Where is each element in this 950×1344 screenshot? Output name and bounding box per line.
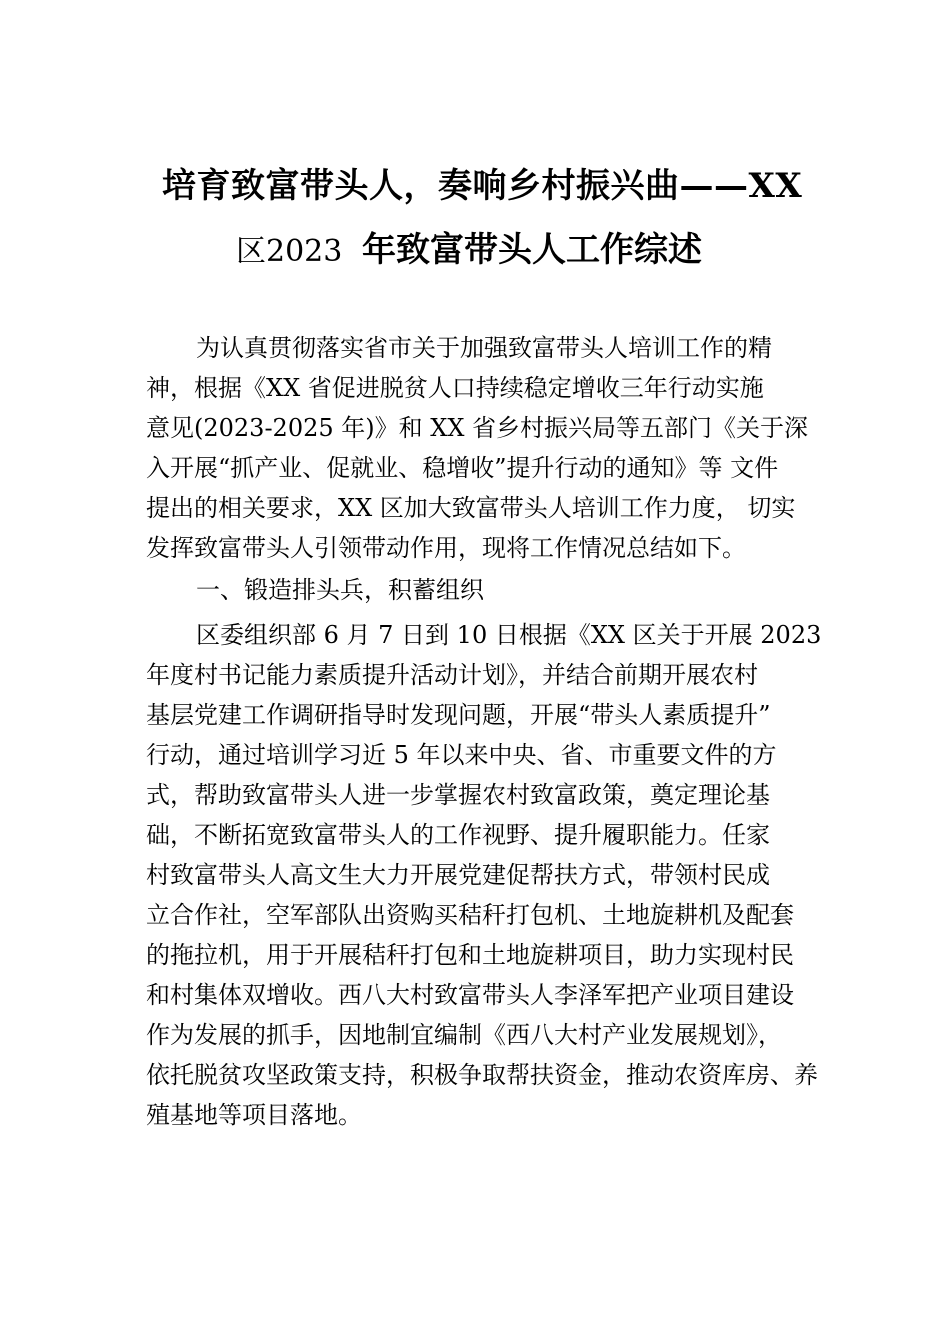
paragraph-line: 基层党建工作调研指导时发现问题，开展“带头人素质提升” — [146, 701, 771, 729]
paragraph-line: 提出的相关要求，XX 区加大致富带头人培训工作力度， 切实 — [146, 494, 796, 522]
paragraph-line: 行动，通过培训学习近 5 年以来中央、省、市重要文件的方 — [146, 741, 777, 769]
paragraph-line: 意见(2023-2025 年)》和 XX 省乡村振兴局等五部门《关于深 — [146, 414, 809, 442]
paragraph-line: 入开展“抓产业、促就业、稳增收”提升行动的通知》等 文件 — [146, 454, 779, 482]
document-title-line-2-main: 年致富带头人工作综述 — [362, 230, 702, 270]
paragraph-line: 和村集体双增收。西八大村致富带头人李泽军把产业项目建设 — [146, 981, 794, 1009]
paragraph-line: 发挥致富带头人引领带动作用，现将工作情况总结如下。 — [146, 534, 746, 562]
paragraph-line: 的拖拉机，用于开展秸秆打包和土地旋耕项目，助力实现村民 — [146, 941, 794, 969]
paragraph-line: 村致富带头人高文生大力开展党建促帮扶方式，带领村民成 — [146, 861, 770, 889]
paragraph-line: 作为发展的抓手，因地制宜编制《西八大村产业发展规划》， — [146, 1021, 782, 1049]
paragraph-line: 年度村书记能力素质提升活动计划》，并结合前期开展农村 — [146, 661, 758, 689]
paragraph-line: 为认真贯彻落实省市关于加强致富带头人培训工作的精 — [196, 334, 772, 362]
document-title-line-2-prefix: 区2023 — [236, 234, 343, 269]
paragraph-line: 区委组织部 6 月 7 日到 10 日根据《XX 区关于开展 2023 — [196, 621, 822, 649]
paragraph-line: 式，帮助致富带头人进一步掌握农村致富政策，奠定理论基 — [146, 781, 770, 809]
paragraph-line: 础，不断拓宽致富带头人的工作视野、提升履职能力。任家 — [146, 821, 770, 849]
paragraph-line: 神，根据《XX 省促进脱贫人口持续稳定增收三年行动实施 — [146, 374, 764, 402]
paragraph-line: 殖基地等项目落地。 — [146, 1101, 362, 1129]
document-title-line-1: 培育致富带头人，奏响乡村振兴曲——XX — [162, 166, 803, 206]
section-heading: 一、锻造排头兵，积蓄组织 — [196, 576, 484, 604]
paragraph-line: 立合作社，空军部队出资购买秸秆打包机、土地旋耕机及配套 — [146, 901, 794, 929]
paragraph-line: 依托脱贫攻坚政策支持，积极争取帮扶资金，推动农资库房、养 — [146, 1061, 818, 1089]
